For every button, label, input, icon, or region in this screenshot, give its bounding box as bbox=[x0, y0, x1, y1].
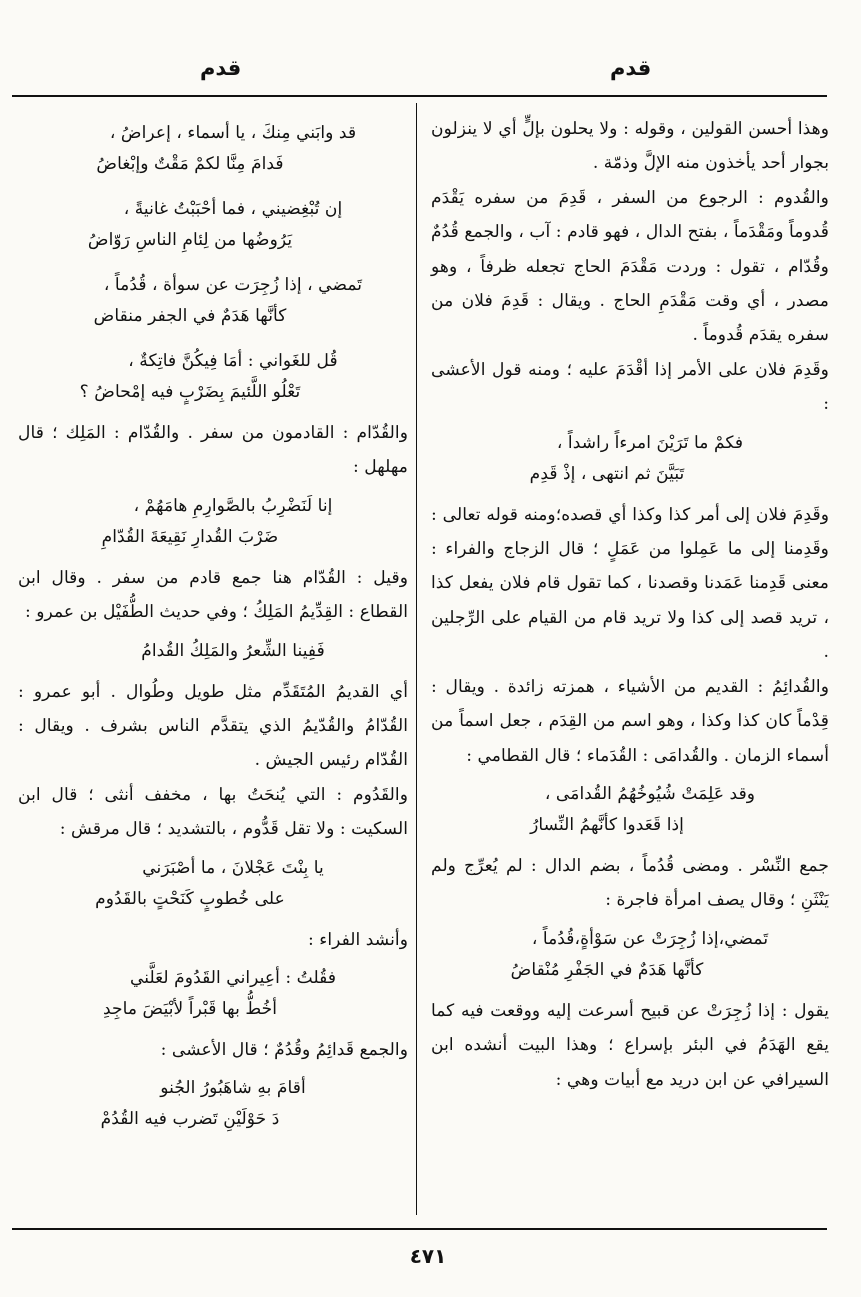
verse-second-hemistich: ضَرْبَ القُدارِ نَقِيعَةَ القُدّامِ bbox=[101, 526, 279, 547]
verse-first-hemistich: قُل للغَواني : أمَا فِيكُنَّ فاتِكةٌ ، bbox=[128, 351, 338, 371]
verse-couplet bbox=[18, 957, 408, 1033]
verse-couplet bbox=[431, 918, 829, 994]
verse-first-hemistich: فقُلتُ : أعِيراني القَدُومَ لعَلَّني bbox=[129, 968, 337, 989]
verse-couplet bbox=[18, 1067, 408, 1143]
prose-paragraph: والجمع قَدائِمُ وقُدُمٌ ؛ قال الأعشى : bbox=[160, 1040, 408, 1061]
verse-couplet bbox=[18, 485, 408, 561]
verse-second-hemistich: يَرُوضُها من لِئامِ الناسِ رَوّاضُ bbox=[87, 230, 293, 250]
verse-second-hemistich: إذا قَعَدوا كأنَّهمُ النِّسارُ bbox=[530, 814, 684, 835]
verse-first-hemistich: فكمْ ما تَرَيْنَ امرءاً راشداً ، bbox=[556, 432, 744, 453]
verse-couplet bbox=[431, 773, 829, 849]
prose-paragraph: أي القديمُ المُتَقَدِّم مثل طويل وطُوال . أبو عمرو : القُدّامُ والقُدّيمُ الذي يتقدَّم الناس بشرف . ويقال : القُدّام رئيس الجيش . bbox=[18, 681, 408, 771]
prose-paragraph: وهذا أحسن القولين ، وقوله : ولا يحلون بإلٍّ أي لا ينزلون بجوار أحد يأخذون منه الإلَّ وذمّة . bbox=[431, 119, 829, 174]
prose-paragraph: وأنشد الفراء : bbox=[308, 929, 408, 950]
prose-paragraph: والقُدائِمُ : القديم من الأشياء ، همزته زائدة . ويقال : قِدْماً كان كذا وكذا ، وهو اسم من القِدَم ، جعل اسماً من أسماء الزمان . والقُدامَى : القُدَماء ؛ قال القطامي : bbox=[431, 676, 829, 766]
verse-second-hemistich: فَدامَ مِنَّا لكمْ مَقْتٌ وإبْغاضُ bbox=[96, 154, 284, 174]
prose-paragraph: وقَدِمَ فلان إلى أمر كذا وكذا أي قصده؛ومنه قوله تعالى : وقَدِمنا إلى ما عَمِلوا من عَمَلٍ ؛ قال الزجاج والفراء : معنى قَدِمنا عَمَدنا وقصدنا ، كما تقول قام فلان يفعل كذا ، تريد قصد إلى كذا ولا تريد قام من القيام على الرِّجلين . bbox=[431, 504, 829, 663]
left-column bbox=[18, 112, 408, 1143]
verse-second-hemistich: كأنَّها هَدَمٌ في الجفر منقاض bbox=[93, 306, 287, 326]
verse-couplet bbox=[18, 340, 408, 416]
verse-first-hemistich: إنا لَنَضْرِبُ بالصَّوارِمِ هامَهُمْ ، bbox=[133, 495, 333, 516]
top-rule bbox=[12, 95, 827, 97]
verse-couplet bbox=[18, 630, 408, 675]
verse-second-hemistich: أخُطُّ بها قَبْراً لأبْيَضَ ماجِدِ bbox=[102, 999, 278, 1020]
verse-couplet bbox=[18, 264, 408, 340]
verse-second-hemistich: تَبَيَّنَ ثم انتهى ، إذْ قَدِم bbox=[529, 463, 685, 484]
verse-couplet bbox=[18, 847, 408, 923]
verse-first-hemistich: يا بِنْتَ عَجْلانَ ، ما أصْبَرَني bbox=[142, 857, 324, 878]
verse-second-hemistich: على خُطوبٍ كَنَحْتٍ بالقَدُوم bbox=[95, 888, 285, 909]
column-divider bbox=[416, 103, 417, 1215]
prose-paragraph: جمع النِّسْر . ومضى قُدُماً ، بضم الدال : لم يُعرِّج ولم يَنْثَنِ ؛ وقال يصف امرأة فاجرة : bbox=[431, 855, 829, 911]
prose-paragraph: والقُدوم : الرجوع من السفر ، قَدِمَ من سفره يَقْدَم قُدوماً ومَقْدَماً ، بفتح الدال ، فهو قادم : آب ، والجمع قُدُمٌ وقُدّام ، تقول : وردت مَقْدَمَ الحاج تجعله ظرفاً ، وهو مصدر ، أي وقت مَقْدَمِ الحاج . ويقال : قَدِمَ فلان من سفره يقدَم قُدوماً . bbox=[431, 187, 829, 346]
verse-first-hemistich: قد وابَني مِنكَ ، يا أسماء ، إعراضُ ، bbox=[109, 123, 357, 143]
verse-first-hemistich: أقامَ بهِ شاهَبُورُ الجُنو bbox=[160, 1078, 306, 1099]
verse-first-hemistich: إن تُبْغِضيني ، فما أحْبَبْتُ غانيةً ، bbox=[123, 199, 343, 219]
verse-first-hemistich: فَفِينا الشِّعرُ والمَلِكُ القُدامُ bbox=[141, 640, 325, 661]
verse-couplet bbox=[18, 112, 408, 188]
verse-first-hemistich: تَمضي ، إذا زُجِرَت عن سوأة ، قُدُماً ، bbox=[103, 275, 363, 295]
prose-paragraph: وقَدِمَ فلان على الأمر إذا أقْدَمَ عليه ؛ ومنه قول الأعشى : bbox=[431, 359, 829, 415]
verse-second-hemistich: دَ حَوْلَيْنِ تَضرب فيه القُدُمْ bbox=[100, 1109, 280, 1130]
verse-couplet bbox=[18, 188, 408, 264]
verse-first-hemistich: تَمضي،إذا زُجِرَتْ عن سَوْأةٍ،قُدُماً ، bbox=[531, 928, 769, 949]
prose-paragraph: يقول : إذا زُجِرَتْ عن قبيح أسرعت إليه ووقعت فيه كما يقع الهَدَمُ في البئر بإسراع ؛ وهذا البيت أنشده ابن السيرافي عن ابن دريد مع أبيات وهي : bbox=[431, 1000, 829, 1090]
bottom-rule bbox=[12, 1228, 827, 1230]
prose-paragraph: وقيل : القُدّام هنا جمع قادم من سفر . وقال ابن القطاع : القِدِّيمُ المَلِكُ ؛ وفي حديث الطُّفَيْل بن عمرو : bbox=[18, 567, 408, 623]
verse-second-hemistich: كأنَّها هَدَمٌ في الجَفْرِ مُنْقاضُ bbox=[510, 959, 704, 980]
verse-couplet bbox=[431, 422, 829, 498]
prose-paragraph: والقَدُوم : التي يُنحَتُ بها ، مخفف أنثى ؛ قال ابن السكيت : ولا تقل قَدُّوم ، بالتشديد ؛ قال مرقش : bbox=[18, 784, 408, 840]
header-keyword-right: قدم bbox=[610, 56, 652, 80]
verse-first-hemistich: وقد عَلِمَتْ شُيُوخُهُمُ القُدامَى ، bbox=[544, 783, 756, 804]
prose-paragraph: والقُدّام : القادمون من سفر . والقُدّام : المَلِك ؛ قال مهلهل : bbox=[18, 423, 408, 478]
verse-second-hemistich: تَعْلُو اللَّئيمَ بِضَرْبٍ فيه إمْحاضُ ؟ bbox=[79, 382, 301, 402]
page-number: ٤٧١ bbox=[409, 1244, 447, 1268]
right-column bbox=[431, 112, 829, 1097]
header-keyword-left: قدم bbox=[200, 56, 242, 80]
